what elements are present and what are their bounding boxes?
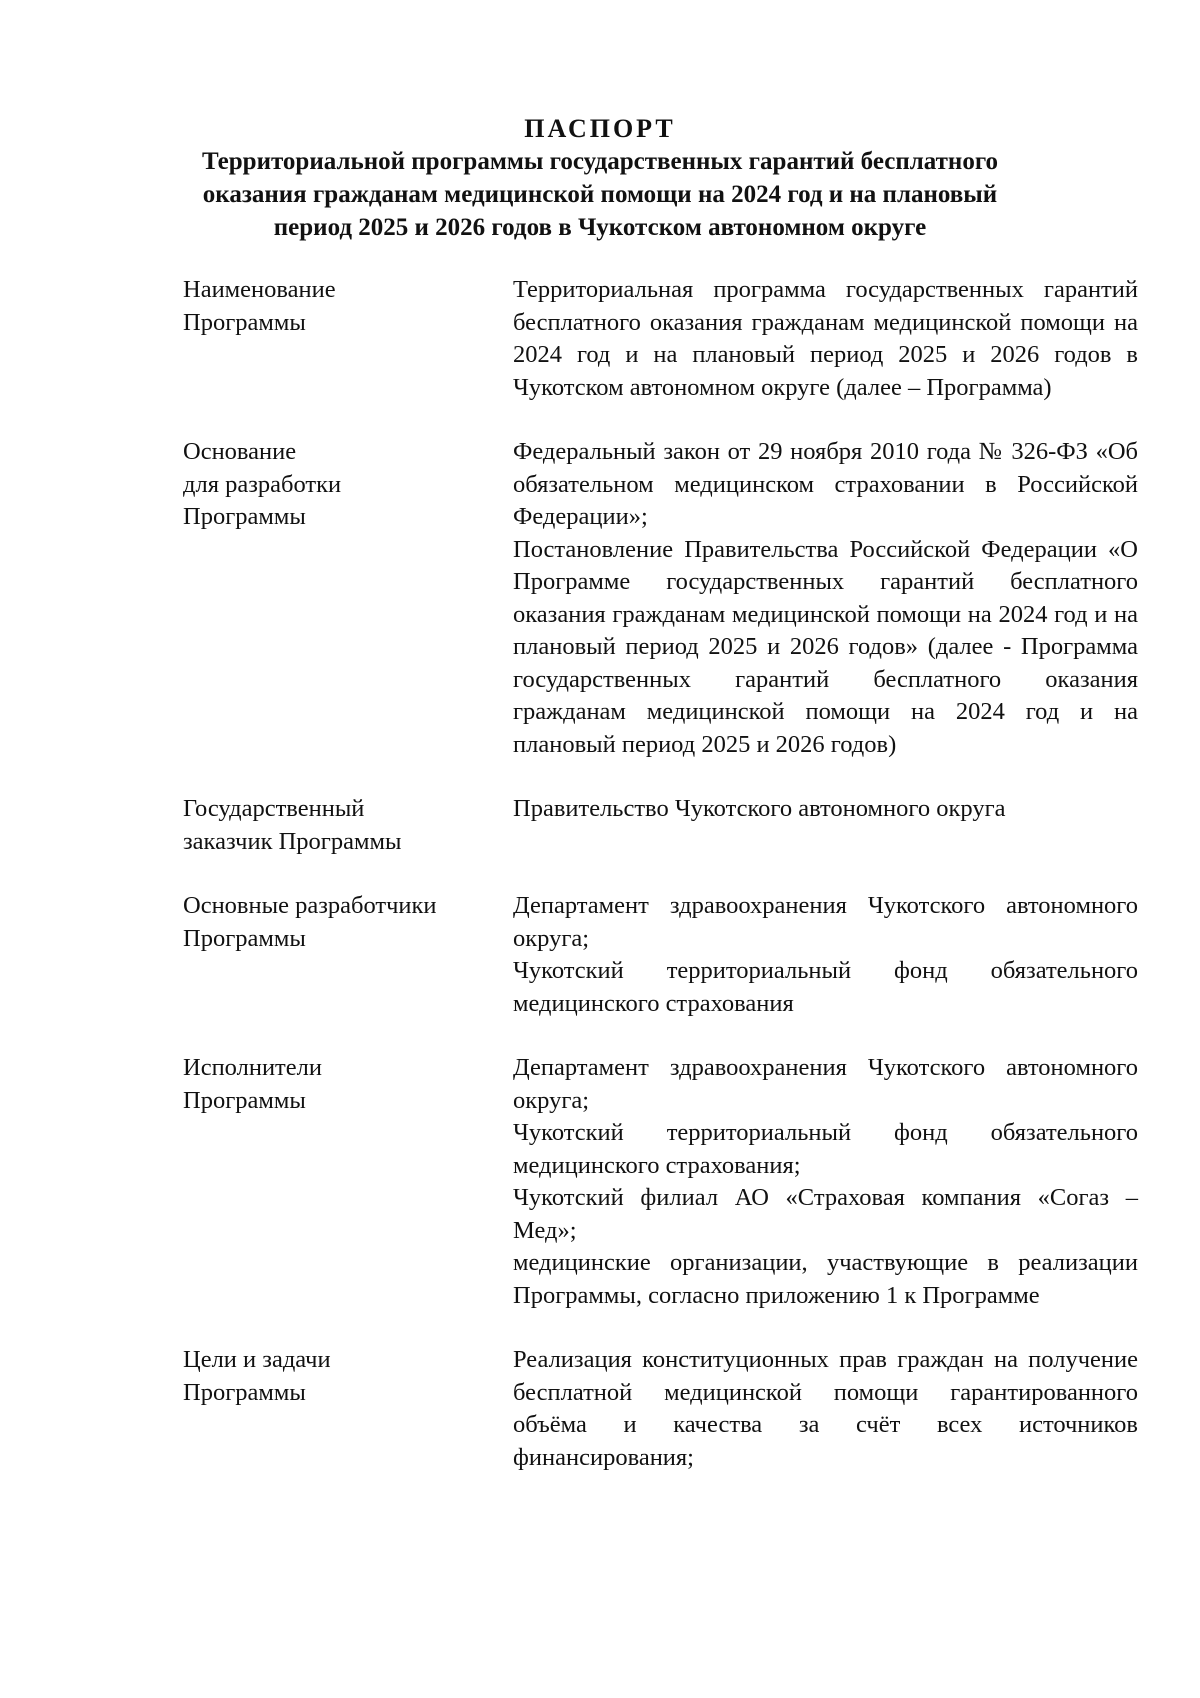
row-paragraph: Чукотский филиал АО «Страховая компания «Согаз – Мед»; <box>513 1184 1138 1244</box>
row-value <box>513 890 1138 1020</box>
subtitle-line: период 2025 и 2026 годов в Чукотском автономном округе <box>273 214 927 241</box>
row-label-line: Исполнители <box>183 1054 322 1081</box>
passport-row-goals <box>183 1344 1138 1474</box>
row-label-line: заказчик Программы <box>183 827 402 855</box>
row-label-line: Основание <box>183 438 297 465</box>
row-paragraph: Реализация конституционных прав граждан на получение бесплатной медицинской помощи гарантированного объёма и качества за счёт всех источников финансирования; <box>513 1346 1138 1471</box>
subtitle-line: оказания гражданам медицинской помощи на 2024 год и на плановый <box>202 181 998 208</box>
row-value <box>513 793 1138 826</box>
row-label-line: Государственный <box>183 795 365 822</box>
passport-row-basis <box>183 436 1138 761</box>
row-label-line: Программы <box>183 924 306 952</box>
document-header <box>150 112 1050 244</box>
row-label <box>183 890 513 955</box>
passport-table <box>183 274 1138 1474</box>
row-paragraph: Федеральный закон от 29 ноября 2010 года № 326-ФЗ «Об обязательном медицинском страховании в Российской Федерации»; <box>513 438 1138 530</box>
document-subtitle <box>150 145 1050 244</box>
row-label-line: Цели и задачи <box>183 1346 331 1373</box>
row-paragraph: Департамент здравоохранения Чукотского автономного округа; <box>513 1054 1138 1114</box>
row-paragraph: Чукотский территориальный фонд обязательного медицинского страхования; <box>513 1119 1138 1179</box>
row-label <box>183 1344 513 1409</box>
row-label <box>183 1052 513 1117</box>
passport-row-developers <box>183 890 1138 1020</box>
passport-row-name <box>183 274 1138 404</box>
row-paragraph: Правительство Чукотского автономного округа <box>513 795 1006 822</box>
row-label <box>183 436 513 534</box>
row-label-line: Программы <box>183 1378 306 1406</box>
row-label-line: Программы <box>183 308 306 336</box>
row-paragraph: Территориальная программа государственных гарантий бесплатного оказания гражданам медицинской помощи на 2024 год и на плановый период 2025 и 2026 годов в Чукотском автономном округе (далее – Программа) <box>513 276 1138 401</box>
row-paragraph: Постановление Правительства Российской Федерации «О Программе государственных гарантий бесплатного оказания гражданам медицинской помощи на 2024 год и на плановый период 2025 и 2026 годов» (далее - Программа государственных гарантий бесплатного оказания гражданам медицинской помощи на 2024 год и на плановый период 2025 и 2026 годов) <box>513 535 1138 758</box>
subtitle-line: Территориальной программы государственных гарантий бесплатного <box>201 148 999 175</box>
passport-row-executors <box>183 1052 1138 1312</box>
row-value <box>513 1052 1138 1312</box>
row-label-line: Программы <box>183 503 306 530</box>
row-value <box>513 436 1138 761</box>
row-label <box>183 793 513 858</box>
row-label-line: Наименование <box>183 276 336 303</box>
row-paragraph: медицинские организации, участвующие в реализации Программы, согласно приложению 1 к Программе <box>513 1249 1138 1309</box>
row-label-line: для разработки <box>183 470 342 498</box>
row-value <box>513 1344 1138 1474</box>
row-paragraph: Департамент здравоохранения Чукотского автономного округа; <box>513 892 1138 952</box>
document-title: ПАСПОРТ <box>524 114 676 143</box>
row-paragraph: Чукотский территориальный фонд обязательного медицинского страхования <box>513 957 1138 1017</box>
passport-row-customer <box>183 793 1138 858</box>
row-label <box>183 274 513 339</box>
row-label-line: Программы <box>183 1086 306 1114</box>
row-label-line: Основные разработчики <box>183 892 437 919</box>
row-value <box>513 274 1138 404</box>
